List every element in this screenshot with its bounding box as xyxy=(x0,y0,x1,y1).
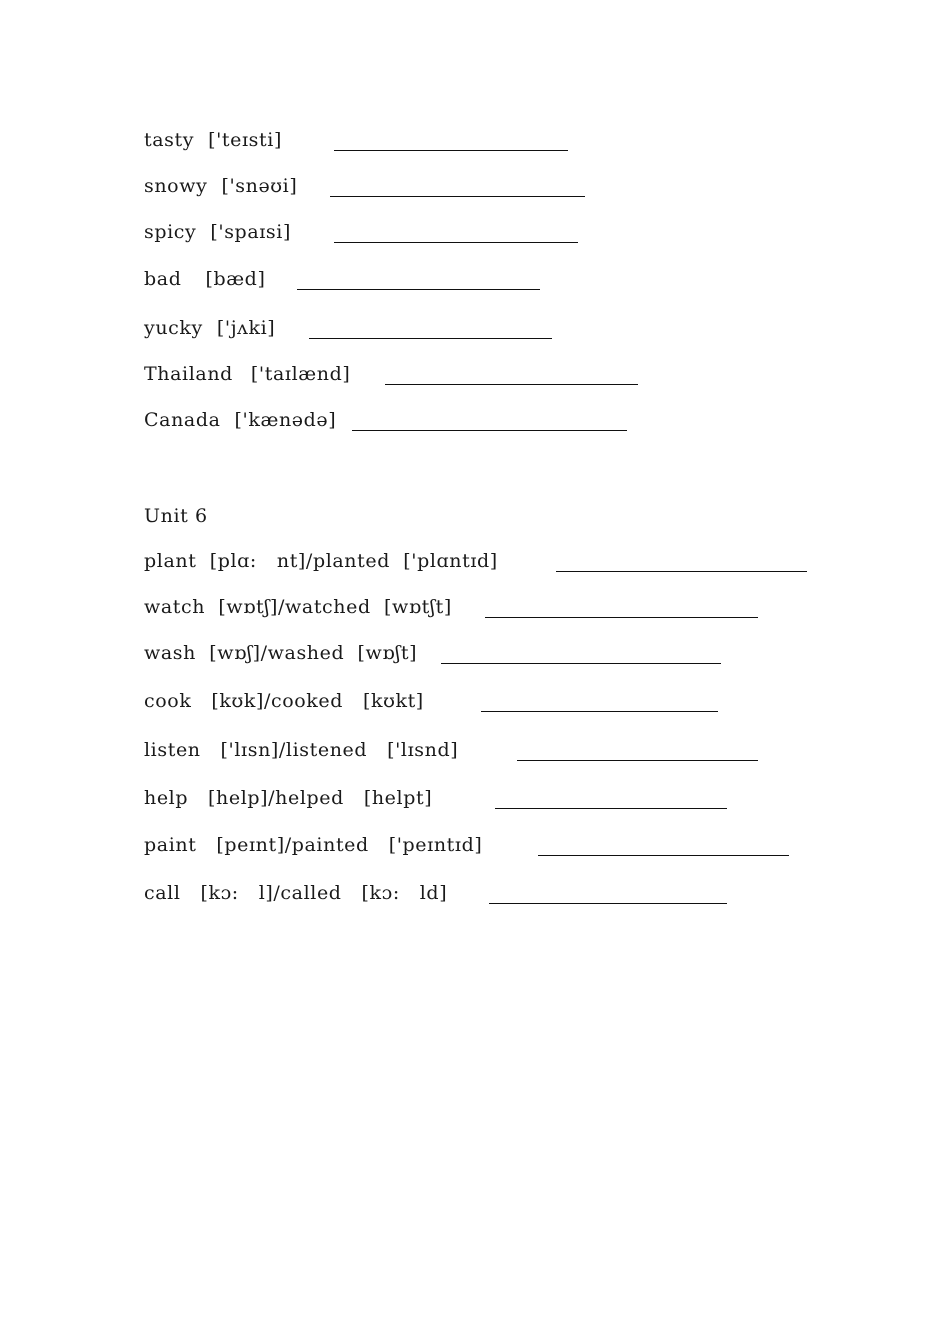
verb-row-plant xyxy=(144,549,498,573)
verb-row-listen xyxy=(144,738,458,762)
verb-row-paint xyxy=(144,833,482,857)
vocab-word: snowy xyxy=(144,175,208,197)
answer-blank[interactable] xyxy=(330,196,585,197)
verb-row-watch xyxy=(144,595,452,619)
answer-blank[interactable] xyxy=(385,384,638,385)
vocab-row-thailand xyxy=(144,362,372,386)
answer-blank[interactable] xyxy=(352,430,627,431)
vocab-phonetic: [bæd] xyxy=(205,268,266,290)
vocab-phonetic: ['snəʊi] xyxy=(221,175,298,197)
answer-blank[interactable] xyxy=(556,571,807,572)
vocab-row-snowy xyxy=(144,174,319,198)
vocab-word: spicy xyxy=(144,221,197,243)
vocab-phonetic: ['teɪsti] xyxy=(208,129,282,151)
vocab-row-spicy xyxy=(144,220,313,244)
vocab-word: Canada xyxy=(144,409,221,431)
vocab-phonetic: ['jʌki] xyxy=(216,317,276,339)
answer-blank[interactable] xyxy=(481,711,718,712)
verb-row-wash xyxy=(144,641,417,665)
verb-entry: help [help]/helped [helpt] xyxy=(144,787,433,809)
answer-blank[interactable] xyxy=(489,903,727,904)
answer-blank[interactable] xyxy=(495,808,727,809)
answer-blank[interactable] xyxy=(334,150,568,151)
vocab-phonetic: ['taɪlænd] xyxy=(250,363,351,385)
vocab-word: bad xyxy=(144,268,182,290)
unit-heading: Unit 6 xyxy=(144,505,208,527)
verb-entry: paint [peɪnt]/painted ['peɪntɪd] xyxy=(144,834,483,856)
answer-blank[interactable] xyxy=(517,760,758,761)
vocab-word: Thailand xyxy=(144,363,233,385)
vocab-word: yucky xyxy=(144,317,203,339)
verb-entry: call [kɔ: l]/called [kɔ: ld] xyxy=(144,882,448,904)
vocab-row-bad xyxy=(144,267,287,291)
vocab-phonetic: ['spaɪsi] xyxy=(210,221,291,243)
vocab-row-canada xyxy=(144,408,358,432)
answer-blank[interactable] xyxy=(334,242,578,243)
vocab-word: tasty xyxy=(144,129,195,151)
vocab-phonetic: ['kænədə] xyxy=(234,409,337,431)
verb-row-call xyxy=(144,881,447,905)
verb-row-help xyxy=(144,786,432,810)
verb-row-cook xyxy=(144,689,424,713)
verb-entry: cook [kʊk]/cooked [kʊkt] xyxy=(144,690,424,712)
verb-entry: listen ['lɪsn]/listened ['lɪsnd] xyxy=(144,739,459,761)
vocab-row-yucky xyxy=(144,316,297,340)
answer-blank[interactable] xyxy=(309,338,552,339)
answer-blank[interactable] xyxy=(441,663,721,664)
verb-entry: wash [wɒʃ]/washed [wɒʃt] xyxy=(144,642,418,664)
answer-blank[interactable] xyxy=(485,617,758,618)
answer-blank[interactable] xyxy=(297,289,540,290)
vocab-row-tasty xyxy=(144,128,304,152)
verb-entry: watch [wɒtʃ]/watched [wɒtʃt] xyxy=(144,596,452,618)
verb-entry: plant [plɑ: nt]/planted ['plɑntɪd] xyxy=(144,550,498,572)
answer-blank[interactable] xyxy=(538,855,789,856)
